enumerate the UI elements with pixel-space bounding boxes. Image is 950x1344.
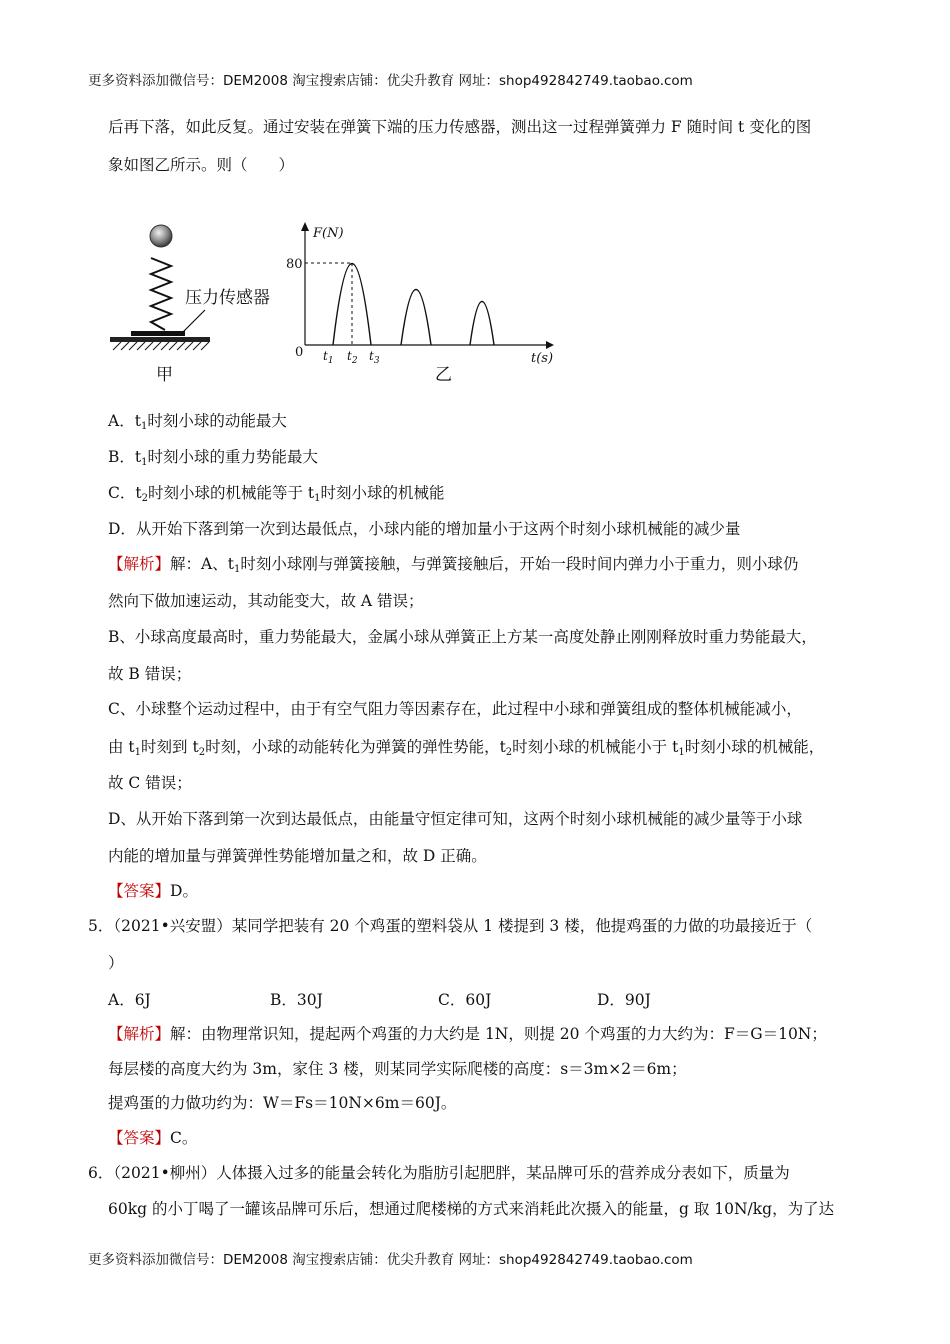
q5-option-b: B．30J	[270, 991, 323, 1009]
y-axis-label: F(N)	[313, 226, 344, 241]
force-curve-3	[470, 302, 494, 346]
sensor-label: 压力传感器	[185, 288, 270, 308]
q5-analysis-3: 提鸡蛋的力做功约为：W＝Fs＝10N×6m＝60J。	[108, 1094, 457, 1112]
q5-answer: 【答案】C。	[108, 1129, 198, 1147]
q4-option-b: B．$t_1$时刻小球的重力势能最大	[108, 448, 319, 468]
q6-stem-1: 6．（2021•柳州）人体摄入过多的能量会转化为脂肪引起肥胖，某品牌可乐的营养成分表如下，质量为	[88, 1164, 790, 1182]
q4-option-d: D．从开始下落到第一次到达最低点，小球内能的增加量小于这两个时刻小球机械能的减少量	[108, 520, 741, 538]
q4-option-a: A．$t_1$时刻小球的动能最大	[108, 412, 287, 432]
intro-line-1: 后再下落，如此反复。通过安装在弹簧下端的压力传感器，测出这一过程弹簧弹力 F 随时间 t 变化的图	[108, 118, 812, 136]
q4-analysis-d1: D、从开始下落到第一次到达最低点，由能量守恒定律可知，这两个时刻小球机械能的减少量等于小球	[108, 810, 803, 828]
q5-option-d: D．90J	[597, 991, 651, 1009]
q4-analysis-c3: 故 C 错误；	[108, 774, 192, 792]
q4-option-c: C．$t_2$时刻小球的机械能等于 $t_1$时刻小球的机械能	[108, 484, 445, 504]
pressure-sensor-icon	[131, 331, 185, 336]
q5-stem-2: ）	[108, 954, 124, 972]
spring-force-figure	[105, 210, 565, 390]
caption-yi: 乙	[435, 365, 452, 385]
q4-analysis-b1: B、小球高度最高时，重力势能最大，金属小球从弹簧正上方某一高度处静止刚刚释放时重力势能最大，	[108, 628, 817, 646]
q4-answer: 【答案】D。	[108, 882, 198, 900]
page-header: 更多资料添加微信号：DEM2008 淘宝搜索店铺：优尖升教育 网址：shop492842749.taobao.com	[88, 73, 693, 89]
caption-jia: 甲	[156, 365, 173, 385]
answer-tag: 【答案】	[108, 1129, 171, 1147]
q4-analysis-c1: C、小球整个运动过程中，由于有空气阻力等因素存在，此过程中小球和弹簧组成的整体机械能减小，	[108, 700, 802, 718]
intro-line-2: 象如图乙所示。则（ ）	[108, 156, 295, 174]
ground-icon	[110, 337, 210, 342]
q5-option-c: C．60J	[438, 991, 492, 1009]
origin-label: 0	[295, 345, 304, 360]
spring-icon	[151, 258, 171, 330]
x-axis-label: t(s)	[531, 351, 554, 366]
ground-hatching	[113, 342, 209, 350]
analysis-tag: 【解析】	[108, 1025, 171, 1043]
t3-label: $t_3$	[369, 349, 380, 366]
force-curve-2	[401, 290, 431, 346]
peak-label: 80	[286, 257, 303, 272]
q4-analysis-c2: 由 $t_1$时刻到 $t_2$时刻，小球的动能转化为弹簧的弹性势能，$t_2$时刻小球的机械能小于 $t_1$时刻小球的机械能，	[108, 738, 825, 758]
q5-stem-1: 5．（2021•兴安盟）某同学把装有 20 个鸡蛋的塑料袋从 1 楼提到 3 楼，他提鸡蛋的力做的功最接近于（	[88, 917, 813, 935]
q4-analysis-1: 【解析】解：A、$t_1$时刻小球刚与弹簧接触，与弹簧接触后，开始一段时间内弹力小于重力，则小球仍	[108, 555, 799, 575]
q5-analysis-2: 每层楼的高度大约为 3m，家住 3 楼，则某同学实际爬楼的高度：s＝3m×2＝6m；	[108, 1060, 687, 1078]
ball-icon	[150, 225, 172, 247]
q4-analysis-d2: 内能的增加量与弹簧弹性势能增加量之和，故 D 正确。	[108, 847, 487, 865]
q4-analysis-b2: 故 B 错误；	[108, 665, 192, 683]
t1-label: $t_1$	[323, 349, 334, 366]
t2-label: $t_2$	[347, 349, 358, 366]
analysis-tag: 【解析】	[108, 555, 171, 573]
q5-option-a: A．6J	[108, 991, 151, 1009]
answer-tag: 【答案】	[108, 882, 171, 900]
q6-stem-2: 60kg 的小丁喝了一罐该品牌可乐后，想通过爬楼梯的方式来消耗此次摄入的能量，g 取 10N/kg，为了达	[108, 1200, 835, 1218]
page-footer: 更多资料添加微信号：DEM2008 淘宝搜索店铺：优尖升教育 网址：shop492842749.taobao.com	[88, 1252, 693, 1268]
q4-analysis-2: 然向下做加速运动，其动能变大，故 A 错误；	[108, 592, 424, 610]
q5-analysis-1: 【解析】解：由物理常识知，提起两个鸡蛋的力大约是 1N，则提 20 个鸡蛋的力大约为：F＝G＝10N；	[108, 1025, 827, 1043]
